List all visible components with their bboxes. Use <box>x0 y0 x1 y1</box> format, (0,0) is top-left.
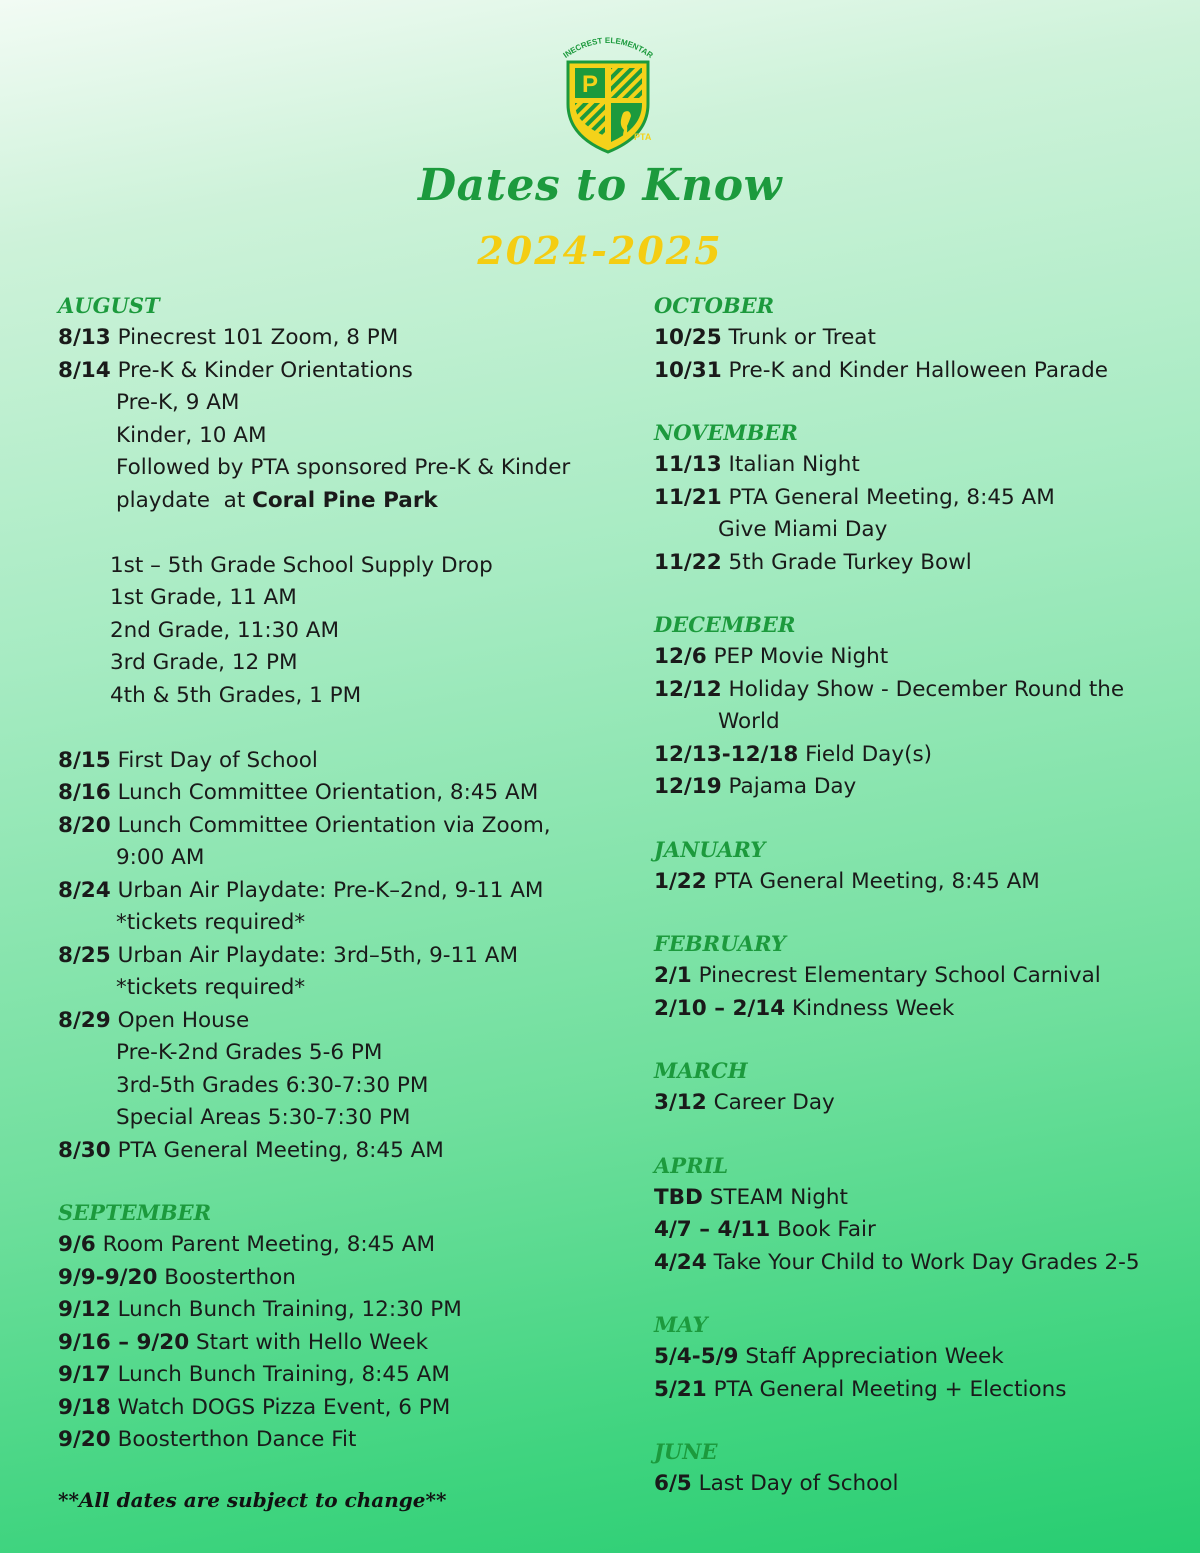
event-item: 2/10 – 2/14 Kindness Week <box>654 995 955 1021</box>
event-detail: 1st – 5th Grade School Supply Drop <box>110 552 493 578</box>
event-item: 12/13-12/18 Field Day(s) <box>654 741 933 767</box>
event-item: 4/7 – 4/11 Book Fair <box>654 1217 876 1242</box>
event-item: 4/24 Take Your Child to Work Day Grades 2-5 <box>654 1249 1140 1275</box>
event-item: 9/12 Lunch Bunch Training, 12:30 PM <box>58 1297 462 1322</box>
school-crest-logo <box>558 32 658 158</box>
event-item: 1/22 PTA General Meeting, 8:45 AM <box>654 868 1040 894</box>
event-item: 9/9-9/20 Boosterthon <box>58 1264 296 1290</box>
event-item: 9/17 Lunch Bunch Training, 8:45 AM <box>58 1362 450 1387</box>
page-title: Dates to Know <box>417 160 783 211</box>
event-item: 3/12 Career Day <box>654 1090 835 1115</box>
month-heading-february: FEBRUARY <box>654 931 786 956</box>
event-item: 2/1 Pinecrest Elementary School Carnival <box>654 963 1101 988</box>
event-item: 9/16 – 9/20 Start with Hello Week <box>58 1329 429 1355</box>
month-heading-april: APRIL <box>654 1152 729 1178</box>
left-column <box>58 290 628 1457</box>
event-item: 9/20 Boosterthon Dance Fit <box>58 1427 357 1452</box>
right-column <box>654 290 1184 1501</box>
event-detail: Give Miami Day <box>718 517 888 542</box>
svg-text:PTA: PTA <box>634 132 652 142</box>
month-heading-june: JUNE <box>654 1439 718 1464</box>
event-item: 11/22 5th Grade Turkey Bowl <box>654 549 972 575</box>
event-detail: 1st Grade, 11 AM <box>110 585 297 610</box>
event-item: 8/30 PTA General Meeting, 8:45 AM <box>58 1137 444 1163</box>
month-heading-september: SEPTEMBER <box>58 1200 212 1225</box>
event-item: 12/19 Pajama Day <box>654 774 857 799</box>
month-heading-december: DECEMBER <box>654 612 796 637</box>
event-item: 9/6 Room Parent Meeting, 8:45 AM <box>58 1232 436 1257</box>
event-item: 8/20 Lunch Committee Orientation via Zoom, <box>58 812 551 838</box>
event-item: TBD STEAM Night <box>654 1184 848 1210</box>
event-detail: *tickets required* <box>116 975 306 1000</box>
event-detail: 2nd Grade, 11:30 AM <box>110 617 340 643</box>
event-detail: Kinder, 10 AM <box>116 422 267 448</box>
event-item: 8/29 Open House <box>58 1007 250 1033</box>
event-item: 12/6 PEP Movie Night <box>654 644 889 669</box>
event-detail: 9:00 AM <box>116 845 205 870</box>
event-item: 12/12 Holiday Show - December Round the <box>654 676 1125 702</box>
event-detail: Followed by PTA sponsored Pre-K & Kinder <box>116 455 571 480</box>
month-heading-november: NOVEMBER <box>654 420 798 445</box>
month-heading-march: MARCH <box>654 1058 748 1083</box>
month-heading-may: MAY <box>654 1312 708 1337</box>
event-item: 8/24 Urban Air Playdate: Pre-K–2nd, 9-11 AM <box>58 877 544 903</box>
svg-text:PINECREST ELEMENTARY: INECREST ELEMENTAR <box>561 35 655 60</box>
event-item: 9/18 Watch DOGS Pizza Event, 6 PM <box>58 1394 451 1420</box>
event-detail: *tickets required* <box>116 910 306 935</box>
event-detail: 4th & 5th Grades, 1 PM <box>110 682 362 708</box>
svg-text:P: P <box>581 71 599 98</box>
event-detail: playdate at Coral Pine Park <box>116 487 438 513</box>
event-item: 8/15 First Day of School <box>58 747 318 773</box>
event-item: 11/21 PTA General Meeting, 8:45 AM <box>654 484 1055 510</box>
month-heading-january: JANUARY <box>654 836 766 862</box>
event-detail: Pre-K-2nd Grades 5-6 PM <box>116 1040 383 1065</box>
event-detail: Special Areas 5:30-7:30 PM <box>116 1105 411 1130</box>
event-item: 8/14 Pre-K & Kinder Orientations <box>58 357 413 383</box>
event-item: 8/16 Lunch Committee Orientation, 8:45 AM <box>58 780 539 805</box>
event-item: 5/4-5/9 Staff Appreciation Week <box>654 1344 1004 1369</box>
event-detail: World <box>718 709 780 734</box>
event-detail: 3rd-5th Grades 6:30-7:30 PM <box>116 1072 429 1098</box>
month-heading-august: AUGUST <box>58 293 160 318</box>
event-detail: Pre-K, 9 AM <box>116 390 240 415</box>
disclaimer-note: **All dates are subject to change** <box>58 1488 447 1512</box>
event-item: 8/25 Urban Air Playdate: 3rd–5th, 9-11 AM <box>58 942 519 968</box>
event-item: 10/25 Trunk or Treat <box>654 325 876 350</box>
event-item: 5/21 PTA General Meeting + Elections <box>654 1376 1067 1402</box>
event-item: 11/13 Italian Night <box>654 452 860 477</box>
event-item: 10/31 Pre-K and Kinder Halloween Parade <box>654 357 1108 383</box>
event-detail: 3rd Grade, 12 PM <box>110 650 298 675</box>
event-item: 6/5 Last Day of School <box>654 1471 899 1496</box>
event-item: 8/13 Pinecrest 101 Zoom, 8 PM <box>58 325 399 350</box>
school-year: 2024-2025 <box>477 228 723 273</box>
month-heading-october: OCTOBER <box>654 293 775 318</box>
